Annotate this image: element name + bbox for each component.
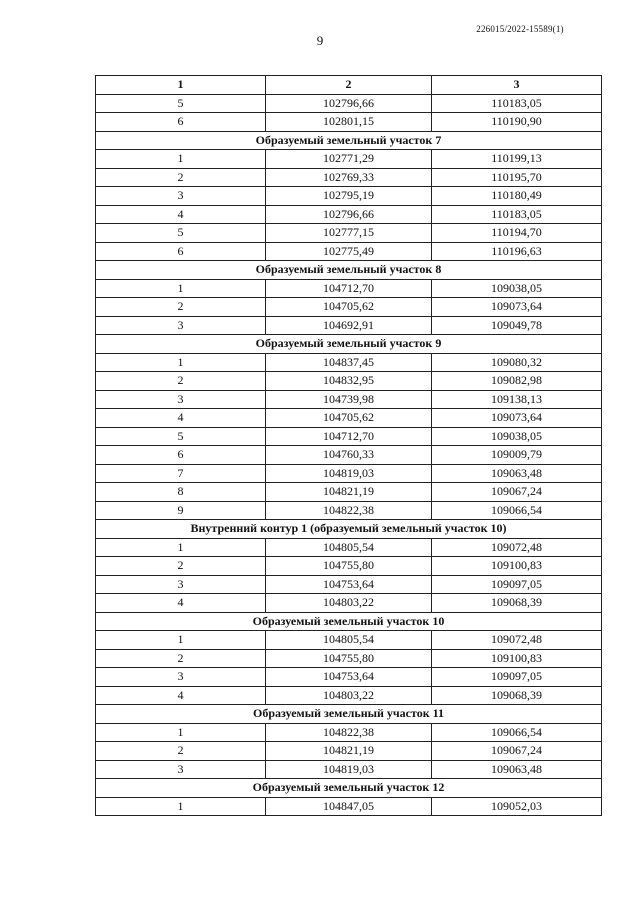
x-coordinate-cell: 102777,15 xyxy=(266,224,432,243)
table-row xyxy=(96,483,602,502)
point-number-cell: 3 xyxy=(96,575,266,594)
y-coordinate-cell: 109066,54 xyxy=(432,501,602,520)
point-number-cell: 4 xyxy=(96,686,266,705)
table-header-row xyxy=(96,76,602,95)
table-row xyxy=(96,446,602,465)
section-header-row xyxy=(96,779,602,798)
point-number-cell: 4 xyxy=(96,594,266,613)
y-coordinate-cell: 109073,64 xyxy=(432,409,602,428)
table-row xyxy=(96,113,602,132)
point-number-cell: 2 xyxy=(96,168,266,187)
y-coordinate-cell: 109082,98 xyxy=(432,372,602,391)
column-header-number: 1 xyxy=(96,76,266,95)
point-number-cell: 5 xyxy=(96,427,266,446)
x-coordinate-cell: 104837,45 xyxy=(266,353,432,372)
table-row xyxy=(96,150,602,169)
y-coordinate-cell: 109009,79 xyxy=(432,446,602,465)
table-row xyxy=(96,742,602,761)
x-coordinate-cell: 104847,05 xyxy=(266,797,432,816)
coordinates-table xyxy=(95,75,602,816)
section-title: Образуемый земельный участок 10 xyxy=(96,612,602,631)
table-body xyxy=(96,94,602,816)
y-coordinate-cell: 110183,05 xyxy=(432,205,602,224)
table-row xyxy=(96,372,602,391)
table-row xyxy=(96,427,602,446)
x-coordinate-cell: 104803,22 xyxy=(266,594,432,613)
section-header-row xyxy=(96,131,602,150)
y-coordinate-cell: 109100,83 xyxy=(432,557,602,576)
x-coordinate-cell: 104805,54 xyxy=(266,631,432,650)
point-number-cell: 5 xyxy=(96,94,266,113)
y-coordinate-cell: 109063,48 xyxy=(432,760,602,779)
y-coordinate-cell: 109097,05 xyxy=(432,575,602,594)
y-coordinate-cell: 109068,39 xyxy=(432,594,602,613)
y-coordinate-cell: 109066,54 xyxy=(432,723,602,742)
x-coordinate-cell: 104819,03 xyxy=(266,464,432,483)
section-header-row xyxy=(96,261,602,280)
point-number-cell: 6 xyxy=(96,446,266,465)
y-coordinate-cell: 109073,64 xyxy=(432,298,602,317)
x-coordinate-cell: 102795,19 xyxy=(266,187,432,206)
x-coordinate-cell: 104805,54 xyxy=(266,538,432,557)
x-coordinate-cell: 102796,66 xyxy=(266,94,432,113)
y-coordinate-cell: 109100,83 xyxy=(432,649,602,668)
table-row xyxy=(96,224,602,243)
y-coordinate-cell: 109068,39 xyxy=(432,686,602,705)
table-row xyxy=(96,649,602,668)
x-coordinate-cell: 104705,62 xyxy=(266,409,432,428)
table-row xyxy=(96,575,602,594)
section-title: Образуемый земельный участок 12 xyxy=(96,779,602,798)
x-coordinate-cell: 104753,64 xyxy=(266,668,432,687)
section-header-row xyxy=(96,705,602,724)
document-number: 226015/2022-15589(1) xyxy=(476,24,564,34)
point-number-cell: 1 xyxy=(96,150,266,169)
y-coordinate-cell: 110195,70 xyxy=(432,168,602,187)
x-coordinate-cell: 104755,80 xyxy=(266,649,432,668)
x-coordinate-cell: 102775,49 xyxy=(266,242,432,261)
point-number-cell: 3 xyxy=(96,760,266,779)
point-number-cell: 1 xyxy=(96,279,266,298)
x-coordinate-cell: 102771,29 xyxy=(266,150,432,169)
y-coordinate-cell: 109052,03 xyxy=(432,797,602,816)
x-coordinate-cell: 104819,03 xyxy=(266,760,432,779)
x-coordinate-cell: 104760,33 xyxy=(266,446,432,465)
point-number-cell: 4 xyxy=(96,205,266,224)
point-number-cell: 1 xyxy=(96,353,266,372)
table-row xyxy=(96,760,602,779)
section-title: Образуемый земельный участок 11 xyxy=(96,705,602,724)
y-coordinate-cell: 109097,05 xyxy=(432,668,602,687)
x-coordinate-cell: 104739,98 xyxy=(266,390,432,409)
point-number-cell: 1 xyxy=(96,631,266,650)
section-title: Образуемый земельный участок 7 xyxy=(96,131,602,150)
table-row xyxy=(96,594,602,613)
x-coordinate-cell: 104821,19 xyxy=(266,742,432,761)
point-number-cell: 3 xyxy=(96,390,266,409)
x-coordinate-cell: 104712,70 xyxy=(266,427,432,446)
y-coordinate-cell: 110194,70 xyxy=(432,224,602,243)
y-coordinate-cell: 109072,48 xyxy=(432,538,602,557)
y-coordinate-cell: 109038,05 xyxy=(432,279,602,298)
x-coordinate-cell: 102796,66 xyxy=(266,205,432,224)
point-number-cell: 2 xyxy=(96,298,266,317)
table-row xyxy=(96,723,602,742)
point-number-cell: 5 xyxy=(96,224,266,243)
table-row xyxy=(96,501,602,520)
x-coordinate-cell: 104753,64 xyxy=(266,575,432,594)
table-row xyxy=(96,187,602,206)
y-coordinate-cell: 110190,90 xyxy=(432,113,602,132)
table-row xyxy=(96,298,602,317)
point-number-cell: 6 xyxy=(96,242,266,261)
y-coordinate-cell: 109049,78 xyxy=(432,316,602,335)
x-coordinate-cell: 104705,62 xyxy=(266,298,432,317)
y-coordinate-cell: 110196,63 xyxy=(432,242,602,261)
point-number-cell: 3 xyxy=(96,316,266,335)
column-header-y: 3 xyxy=(432,76,602,95)
point-number-cell: 9 xyxy=(96,501,266,520)
column-header-x: 2 xyxy=(266,76,432,95)
x-coordinate-cell: 104822,38 xyxy=(266,723,432,742)
table-row xyxy=(96,464,602,483)
point-number-cell: 1 xyxy=(96,797,266,816)
y-coordinate-cell: 110180,49 xyxy=(432,187,602,206)
y-coordinate-cell: 109072,48 xyxy=(432,631,602,650)
x-coordinate-cell: 104692,91 xyxy=(266,316,432,335)
table-row xyxy=(96,205,602,224)
table-row xyxy=(96,557,602,576)
section-title: Образуемый земельный участок 9 xyxy=(96,335,602,354)
y-coordinate-cell: 109038,05 xyxy=(432,427,602,446)
x-coordinate-cell: 102801,15 xyxy=(266,113,432,132)
section-title: Внутренний контур 1 (образуемый земельный участок 10) xyxy=(96,520,602,539)
point-number-cell: 6 xyxy=(96,113,266,132)
y-coordinate-cell: 109080,32 xyxy=(432,353,602,372)
point-number-cell: 2 xyxy=(96,557,266,576)
x-coordinate-cell: 104712,70 xyxy=(266,279,432,298)
table-row xyxy=(96,242,602,261)
table-row xyxy=(96,631,602,650)
table-row xyxy=(96,409,602,428)
point-number-cell: 1 xyxy=(96,538,266,557)
table-row xyxy=(96,353,602,372)
point-number-cell: 1 xyxy=(96,723,266,742)
section-header-row xyxy=(96,612,602,631)
x-coordinate-cell: 104803,22 xyxy=(266,686,432,705)
y-coordinate-cell: 110199,13 xyxy=(432,150,602,169)
point-number-cell: 3 xyxy=(96,668,266,687)
x-coordinate-cell: 104832,95 xyxy=(266,372,432,391)
x-coordinate-cell: 104755,80 xyxy=(266,557,432,576)
table-row xyxy=(96,668,602,687)
point-number-cell: 2 xyxy=(96,649,266,668)
y-coordinate-cell: 109063,48 xyxy=(432,464,602,483)
section-header-row xyxy=(96,520,602,539)
y-coordinate-cell: 109138,13 xyxy=(432,390,602,409)
section-title: Образуемый земельный участок 8 xyxy=(96,261,602,280)
point-number-cell: 3 xyxy=(96,187,266,206)
section-header-row xyxy=(96,335,602,354)
table-row xyxy=(96,390,602,409)
y-coordinate-cell: 110183,05 xyxy=(432,94,602,113)
table-row xyxy=(96,797,602,816)
x-coordinate-cell: 104822,38 xyxy=(266,501,432,520)
y-coordinate-cell: 109067,24 xyxy=(432,742,602,761)
x-coordinate-cell: 104821,19 xyxy=(266,483,432,502)
point-number-cell: 8 xyxy=(96,483,266,502)
point-number-cell: 4 xyxy=(96,409,266,428)
table-row xyxy=(96,686,602,705)
point-number-cell: 2 xyxy=(96,742,266,761)
point-number-cell: 7 xyxy=(96,464,266,483)
table-row xyxy=(96,168,602,187)
table-row xyxy=(96,94,602,113)
point-number-cell: 2 xyxy=(96,372,266,391)
x-coordinate-cell: 102769,33 xyxy=(266,168,432,187)
table-row xyxy=(96,316,602,335)
table-row xyxy=(96,279,602,298)
y-coordinate-cell: 109067,24 xyxy=(432,483,602,502)
page-number: 9 xyxy=(316,33,324,48)
table-row xyxy=(96,538,602,557)
